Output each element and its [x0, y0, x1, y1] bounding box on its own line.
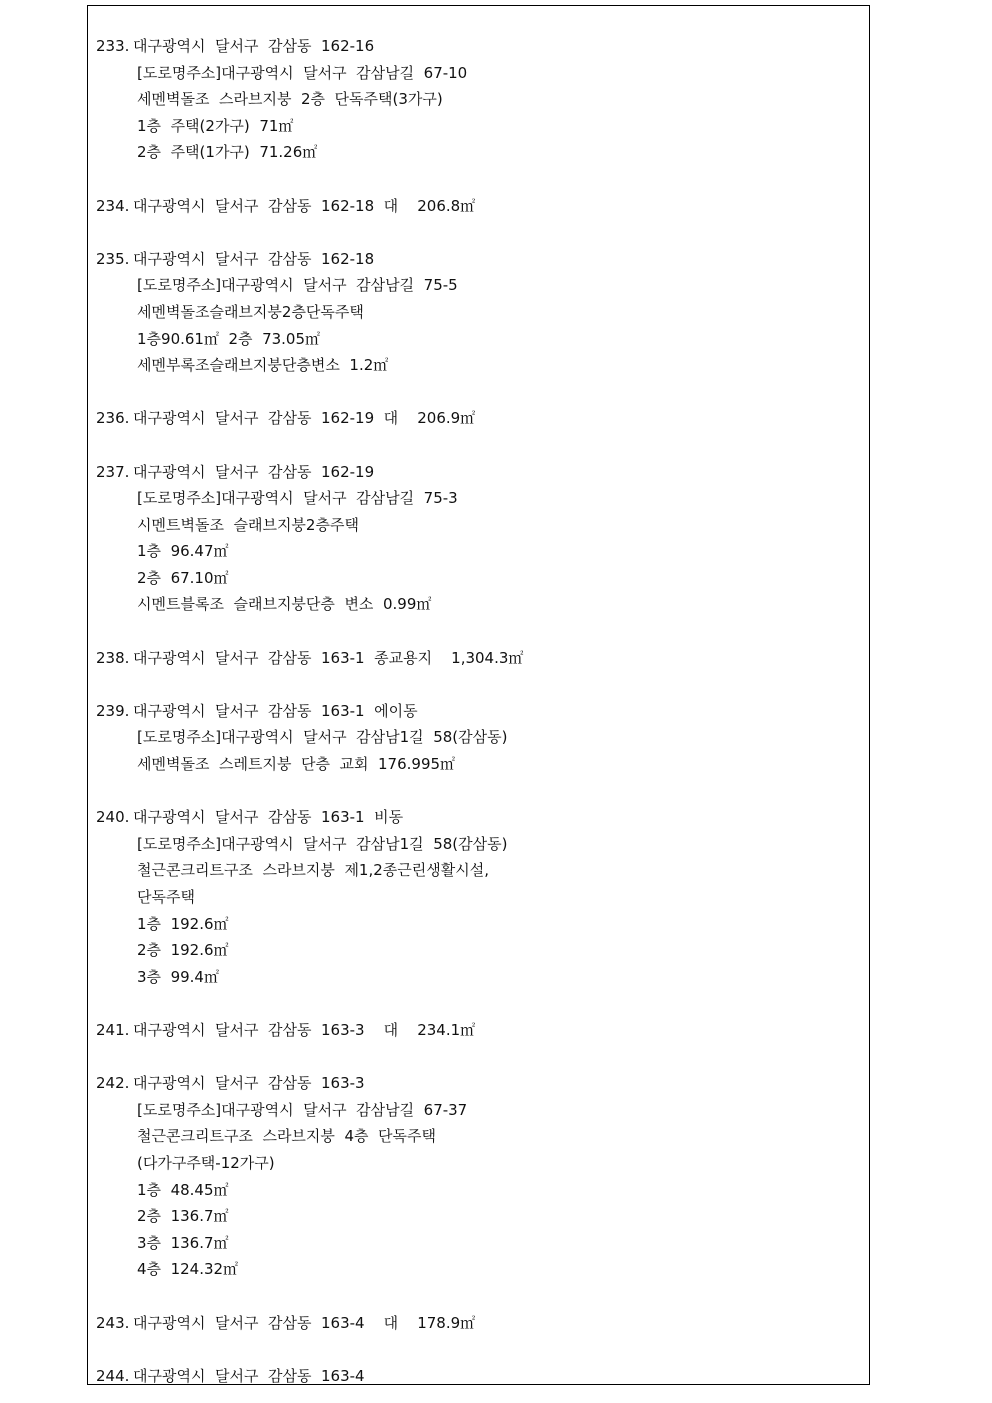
entry-detail: 시멘트블록조 슬래브지붕단층 변소 0.99㎡ [137, 595, 432, 614]
entry-heading [96, 246, 861, 273]
entry-detail: 단독주택 [137, 888, 195, 906]
entry-address: 대구광역시 달서구 감삼동 163-3 [133, 1074, 365, 1093]
entry-number: 242. [96, 1074, 130, 1093]
entry-heading [96, 645, 861, 672]
entry-detail: 2층 67.10㎡ [137, 568, 229, 587]
entry-detail: 3층 136.7㎡ [137, 1233, 229, 1252]
entry-detail: 4층 124.32㎡ [137, 1260, 239, 1279]
entry-detail: [도로명주소]대구광역시 달서구 감삼남길 75-5 [137, 276, 458, 295]
entry-address: 대구광역시 달서구 감삼동 163-1 에이동 [133, 701, 418, 720]
property-entry [96, 459, 861, 619]
entry-number: 241. [96, 1020, 130, 1039]
entry-number: 244. [96, 1366, 130, 1385]
entry-heading [96, 33, 861, 60]
entry-number: 234. [96, 196, 130, 215]
entry-address: 대구광역시 달서구 감삼동 163-4 대 178.9㎡ [133, 1313, 476, 1332]
entry-detail: [도로명주소]대구광역시 달서구 감삼남길 75-3 [137, 489, 458, 508]
entry-number: 240. [96, 808, 130, 827]
entry-detail: 1층 96.47㎡ [137, 542, 229, 561]
entry-heading [96, 1310, 861, 1337]
entry-heading [96, 193, 861, 220]
entry-detail: 철근콘크리트구조 스라브지붕 제1,2종근린생활시설, [137, 861, 489, 880]
document-page [87, 5, 870, 1385]
entry-detail: 1층 48.45㎡ [137, 1180, 229, 1199]
entry-detail: 시멘트벽돌조 슬래브지붕2층주택 [137, 515, 359, 534]
entry-heading [96, 804, 861, 831]
entry-address: 대구광역시 달서구 감삼동 162-19 [133, 462, 375, 481]
entry-detail: [도로명주소]대구광역시 달서구 감삼남길 67-10 [137, 63, 468, 82]
entry-detail: 세멘벽돌조슬래브지붕2층단독주택 [137, 302, 364, 321]
entry-detail: 2층 136.7㎡ [137, 1207, 229, 1226]
entry-heading [96, 459, 861, 486]
property-entry [96, 804, 861, 990]
entry-detail: 1층 주택(2가구) 71㎡ [137, 116, 294, 135]
entry-number: 243. [96, 1313, 130, 1332]
entry-heading [96, 1017, 861, 1044]
entry-number: 235. [96, 249, 130, 268]
property-entry [96, 1017, 861, 1044]
entry-address: 대구광역시 달서구 감삼동 162-16 [133, 37, 375, 55]
entry-detail: 세멘벽돌조 스레트지붕 단층 교회 176.995㎡ [137, 755, 456, 774]
entry-address: 대구광역시 달서구 감삼동 162-19 대 206.9㎡ [133, 409, 476, 428]
entry-detail: 3층 99.4㎡ [137, 967, 219, 986]
entry-address: 대구광역시 달서구 감삼동 163-1 비동 [133, 808, 404, 827]
entry-address: 대구광역시 달서구 감삼동 162-18 [133, 249, 375, 268]
entry-detail: 1층90.61㎡ 2층 73.05㎡ [137, 329, 321, 348]
entry-number: 233. [96, 37, 130, 55]
entry-address: 대구광역시 달서구 감삼동 162-18 대 206.8㎡ [133, 196, 476, 215]
entry-address: 대구광역시 달서구 감삼동 163-3 대 234.1㎡ [133, 1020, 476, 1039]
entry-detail: 세멘부록조슬래브지붕단층변소 1.2㎡ [137, 356, 389, 375]
entry-detail: 1층 192.6㎡ [137, 914, 229, 933]
property-entry [96, 698, 861, 778]
property-entry [96, 1070, 861, 1283]
property-entry [96, 1363, 861, 1385]
entry-heading [96, 698, 861, 725]
entry-number: 239. [96, 701, 130, 720]
entry-detail: [도로명주소]대구광역시 달서구 감삼남길 67-37 [137, 1100, 468, 1119]
entry-address: 대구광역시 달서구 감삼동 163-4 [133, 1366, 365, 1385]
entry-number: 238. [96, 648, 130, 667]
property-entry [96, 645, 861, 672]
entry-detail: 2층 주택(1가구) 71.26㎡ [137, 143, 318, 162]
entry-detail: 철근콘크리트구조 스라브지붕 4층 단독주택 [137, 1127, 436, 1146]
entry-heading [96, 1070, 861, 1097]
property-entry [96, 246, 861, 379]
entry-detail: (다가구주택-12가구) [137, 1153, 275, 1172]
entry-address: 대구광역시 달서구 감삼동 163-1 종교용지 1,304.3㎡ [133, 648, 524, 667]
entry-detail: [도로명주소]대구광역시 달서구 감삼남1길 58(감삼동) [137, 728, 508, 747]
entry-heading [96, 1363, 861, 1385]
entry-detail: 세멘벽돌조 스라브지붕 2층 단독주택(3가구) [137, 90, 443, 109]
entry-number: 236. [96, 409, 130, 428]
entry-number: 237. [96, 462, 130, 481]
entry-heading [96, 405, 861, 432]
property-entry [96, 193, 861, 220]
property-entry [96, 405, 861, 432]
entry-detail: 2층 192.6㎡ [137, 941, 229, 960]
property-entry [96, 1310, 861, 1337]
property-entry [96, 33, 861, 166]
entry-detail: [도로명주소]대구광역시 달서구 감삼남1길 58(감삼동) [137, 834, 508, 853]
property-list [96, 33, 861, 1385]
